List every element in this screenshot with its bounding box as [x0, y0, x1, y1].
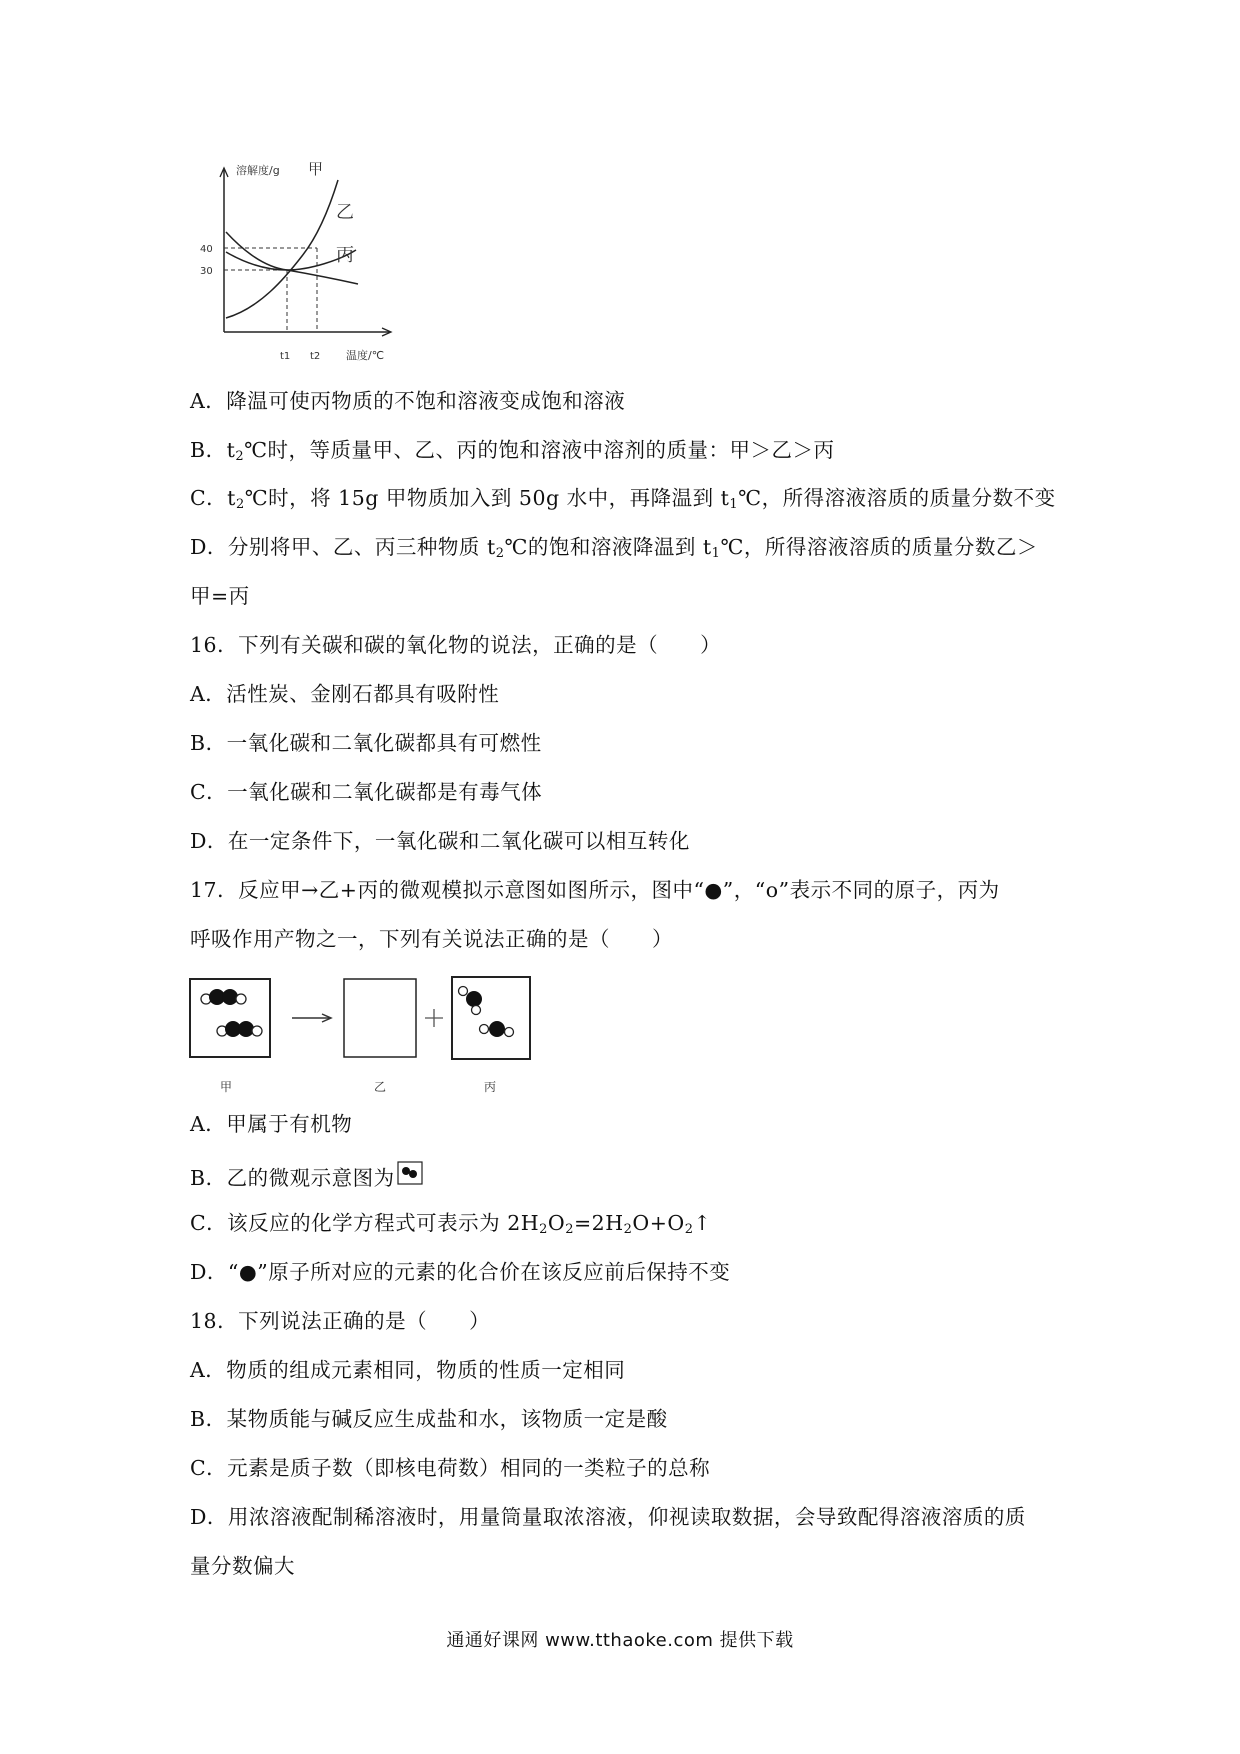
solubility-chart — [190, 160, 450, 370]
text: O+O — [632, 1211, 685, 1235]
q17-stem-line2: 呼吸作用产物之一，下列有关说法正确的是（ ） — [190, 927, 673, 951]
subscript: 2 — [539, 1222, 548, 1237]
x-axis-label: 温度/℃ — [346, 349, 385, 362]
q16-stem: 16．下列有关碳和碳的氧化物的说法，正确的是（ ） — [190, 633, 722, 657]
text: B．乙的微观示意图为 — [190, 1166, 395, 1190]
subscript: 2 — [565, 1222, 574, 1237]
q17-option-c — [190, 1209, 711, 1244]
text: ℃时，等质量甲、乙、丙的饱和溶液中溶剂的质量：甲＞乙＞丙 — [244, 438, 835, 462]
text: ℃，所得溶液溶质的质量分数乙＞ — [720, 535, 1038, 559]
q18-option-d-line2: 量分数偏大 — [190, 1554, 295, 1578]
q15-option-d-line2: 甲=丙 — [190, 584, 250, 608]
q18-option-b: B．某物质能与碱反应生成盐和水，该物质一定是酸 — [190, 1407, 668, 1431]
diagram-label-yi: 乙 — [374, 1080, 387, 1094]
text: C．该反应的化学方程式可表示为 2H — [190, 1211, 540, 1235]
box-yi — [344, 979, 416, 1057]
page-footer: 通通好课网 www.tthaoke.com 提供下载 — [446, 1630, 794, 1651]
q16-option-d: D．在一定条件下，一氧化碳和二氧化碳可以相互转化 — [190, 829, 690, 853]
subscript: 2 — [235, 497, 245, 512]
x-tick-t1: t1 — [280, 351, 291, 362]
q15-option-c — [190, 484, 1056, 519]
text: O — [547, 1211, 566, 1235]
subscript: 1 — [711, 546, 721, 561]
text: D．分别将甲、乙、丙三种物质 t — [190, 535, 496, 559]
q17-option-b — [190, 1161, 423, 1192]
y-axis-label: 溶解度/g — [236, 164, 280, 177]
series-label-yi: 乙 — [336, 202, 354, 223]
q15-option-b — [190, 436, 835, 471]
q15-option-a: A．降温可使丙物质的不饱和溶液变成饱和溶液 — [190, 389, 626, 413]
q18-option-d-line1: D．用浓溶液配制稀溶液时，用量筒量取浓溶液，仰视读取数据，会导致配得溶液溶质的质 — [190, 1505, 1026, 1529]
molecule-h2o2-2 — [217, 1021, 262, 1037]
q18-option-c: C．元素是质子数（即核电荷数）相同的一类粒子的总称 — [190, 1456, 711, 1480]
reaction-arrow-icon — [292, 1014, 331, 1022]
subscript: 2 — [684, 1222, 694, 1237]
y-tick-40: 40 — [200, 244, 213, 255]
subscript: 2 — [495, 546, 505, 561]
diagram-label-bing: 丙 — [484, 1080, 497, 1094]
q17-stem-line1: 17．反应甲→乙+丙的微观模拟示意图如图所示，图中“●”，“o”表示不同的原子，丙为 — [190, 878, 1000, 902]
text: B．t — [190, 438, 236, 462]
subscript: 2 — [235, 449, 245, 464]
molecule-h2o-2 — [480, 1021, 514, 1037]
q15-option-d — [190, 533, 1038, 568]
molecule-o2-icon — [397, 1161, 423, 1187]
plus-icon — [425, 1009, 443, 1027]
reaction-diagram — [188, 975, 548, 1095]
molecule-h2o2-1 — [201, 989, 246, 1005]
series-label-jia: 甲 — [308, 160, 324, 178]
q16-option-c: C．一氧化碳和二氧化碳都是有毒气体 — [190, 780, 543, 804]
q16-option-b: B．一氧化碳和二氧化碳都具有可燃性 — [190, 731, 542, 755]
subscript: 2 — [623, 1222, 633, 1237]
molecule-h2o-1 — [459, 987, 483, 1015]
x-tick-t2: t2 — [310, 351, 321, 362]
text: ℃的饱和溶液降温到 t — [504, 535, 712, 559]
series-label-bing: 丙 — [336, 245, 354, 266]
q18-option-a: A．物质的组成元素相同，物质的性质一定相同 — [190, 1358, 626, 1382]
q17-option-a: A．甲属于有机物 — [190, 1112, 353, 1136]
q16-option-a: A．活性炭、金刚石都具有吸附性 — [190, 682, 500, 706]
text: ℃时，将 15g 甲物质加入到 50g 水中，再降温到 t — [244, 486, 730, 510]
q17-option-d: D．“●”原子所对应的元素的化合价在该反应前后保持不变 — [190, 1260, 731, 1284]
subscript: 1 — [729, 497, 739, 512]
text: =2H — [574, 1211, 624, 1235]
text: ℃，所得溶液溶质的质量分数不变 — [738, 486, 1056, 510]
text: ↑ — [693, 1211, 712, 1235]
diagram-label-jia: 甲 — [220, 1080, 233, 1094]
q18-stem: 18．下列说法正确的是（ ） — [190, 1309, 491, 1333]
y-tick-30: 30 — [200, 266, 213, 277]
text: C．t — [190, 486, 236, 510]
